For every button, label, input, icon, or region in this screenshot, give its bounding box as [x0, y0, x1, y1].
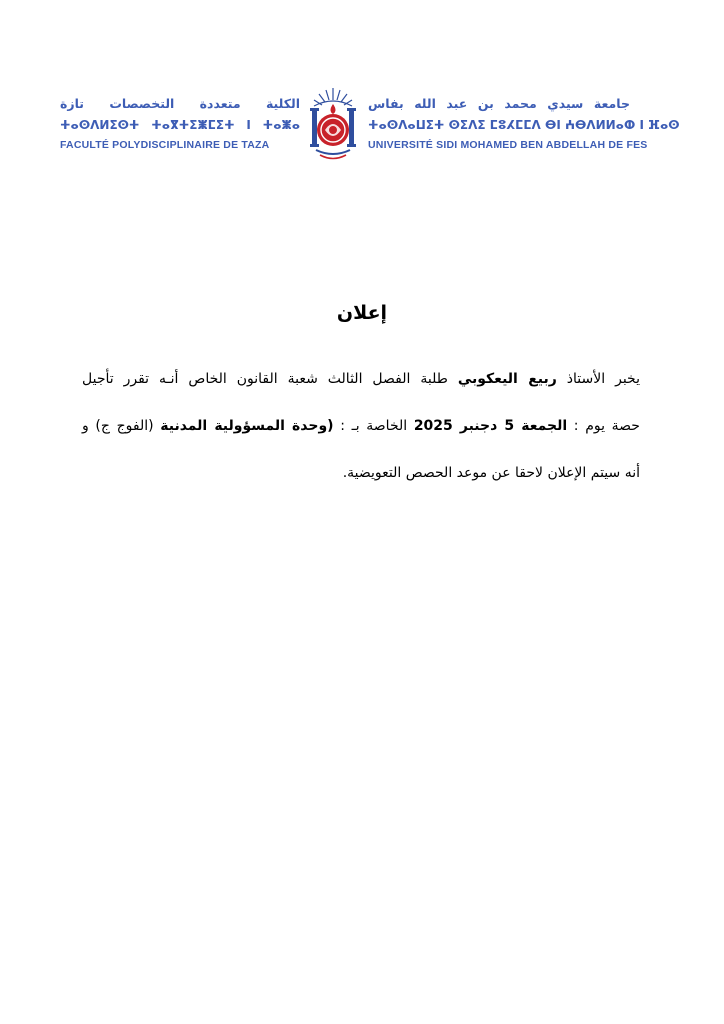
university-name-block [368, 96, 680, 152]
faculty-name-block [60, 96, 300, 152]
body-line-2 [82, 413, 640, 439]
letterhead [0, 0, 724, 170]
announcement-body [82, 366, 640, 507]
line2-text-c: (الفوج ج) و [82, 418, 161, 434]
line3-text: أنه سيتم الإعلان لاحقا عن موعد الحصص التعويضية. [342, 465, 640, 481]
line1-text-a: يخبر الأستاذ [556, 371, 640, 387]
line2-text-b: الخاصة بـ : [333, 418, 414, 434]
line2-text-a: حصة يوم : [567, 418, 640, 434]
university-name-tifinagh: ⵜⴰⵙⴷⴰⵡⵉⵜ ⵙⵉⴷⵉ ⵎⵓⵃⵎⵎⴷ ⴱⵏ ⵄⴱⴷⵍⵍⴰⵀ ⵏ ⴼⴰⵙ [368, 118, 680, 132]
university-emblem [306, 84, 360, 164]
university-name-french: UNIVERSITÉ SIDI MOHAMED BEN ABDELLAH DE FES [368, 139, 648, 151]
professor-name: ربيع اليعكوبي [457, 371, 557, 387]
session-date: الجمعة 5 دجنبر 2025 [413, 418, 568, 434]
faculty-name-french: FACULTÉ POLYDISCIPLINAIRE DE TAZA [60, 139, 270, 151]
faculty-name-tifinagh: ⵜⴰⵙⴷⵍⵉⵙⵜ ⵜⴰⴳⵜⵉⵥⵎⵉⵜ ⵏ ⵜⴰⵥⴰ [60, 118, 300, 132]
faculty-name-arabic: الكلية متعددة التخصصات تازة [60, 96, 300, 111]
body-line-1 [82, 366, 640, 392]
course-unit: (وحدة المسؤولية المدنية [160, 418, 334, 434]
announcement-title: إعلان [336, 302, 388, 324]
line1-text-b: طلبة الفصل الثالث شعبة القانون الخاص أنـه تقرر تأجيل [82, 371, 458, 387]
body-line-3 [82, 460, 640, 486]
university-name-arabic: جامعة سيدي محمد بن عبد الله بفاس [368, 96, 630, 111]
